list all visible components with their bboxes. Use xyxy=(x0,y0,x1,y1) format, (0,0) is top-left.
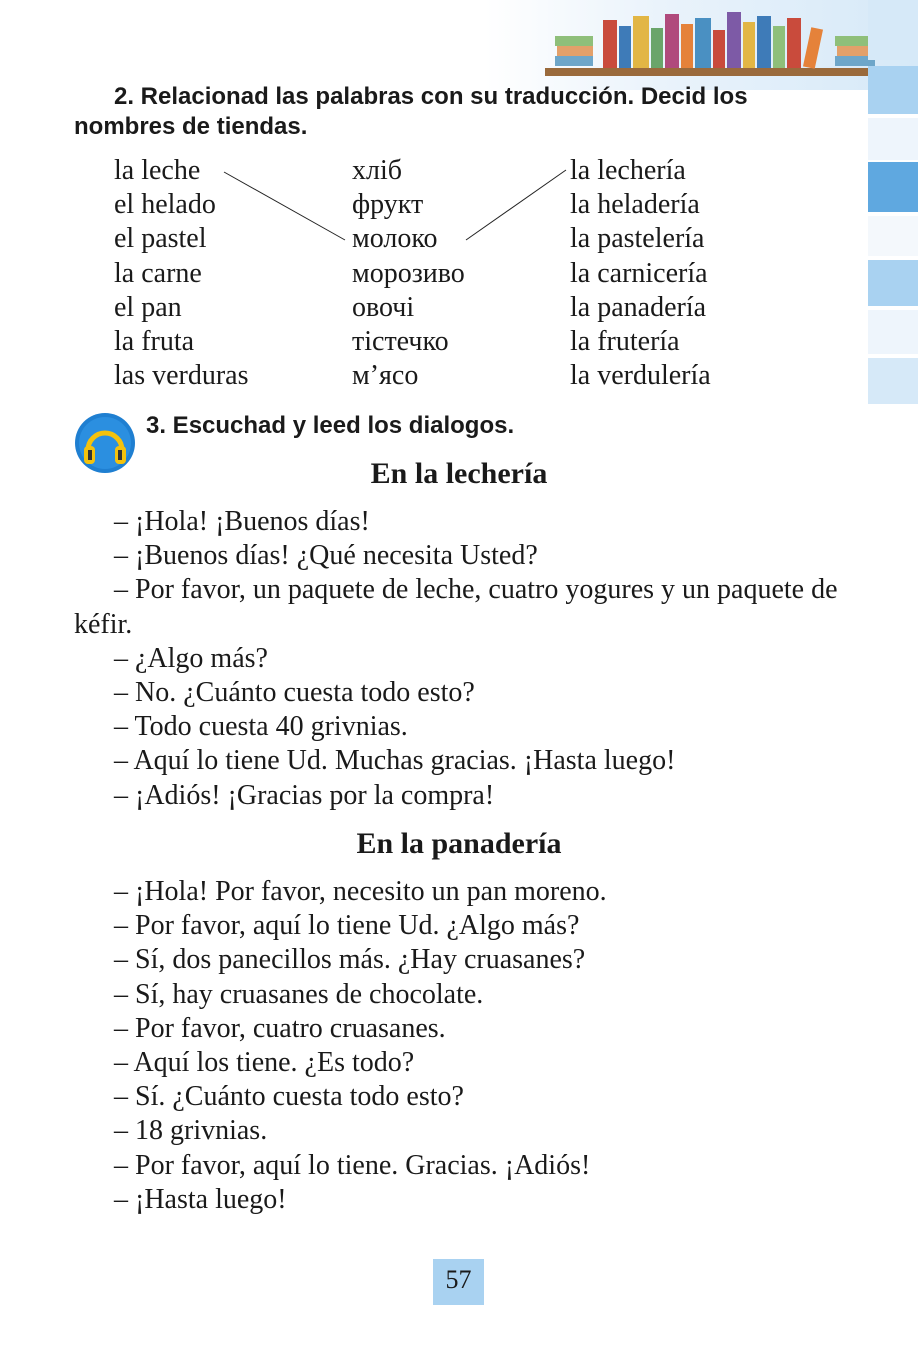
shop-item: la lechería xyxy=(570,155,686,186)
exercise-3-instruction: 3. Escuchad y leed los dialogos. xyxy=(146,412,515,439)
matching-line xyxy=(466,170,566,240)
ukrainian-words-column xyxy=(352,154,465,393)
shops-column xyxy=(570,154,711,393)
dialog-line: – ¡Adiós! ¡Gracias por la compra! xyxy=(114,779,495,811)
dialog-line: – Por favor, un paquete de leche, cuatro yogures y un paquete de kéfir. xyxy=(74,574,838,640)
exercise-2-instruction: 2. Relacionad las palabras con su traducción. Decid los nombres de tiendas. xyxy=(74,83,748,140)
page-number: 57 xyxy=(433,1259,484,1305)
dialog-line: – Por favor, cuatro cruasanes. xyxy=(114,1012,446,1044)
word-item: el pastel xyxy=(114,223,207,255)
dialog-line: – Por favor, aquí lo tiene Ud. ¿Algo más? xyxy=(114,910,580,942)
dialog-line: – ¡Buenos días! ¿Qué necesita Usted? xyxy=(114,540,538,572)
dialog-line: – Aquí los tiene. ¿Es todo? xyxy=(114,1047,415,1079)
dialog-line: – Aquí lo tiene Ud. Muchas gracias. ¡Hasta luego! xyxy=(114,745,676,777)
shop-item: la pastelería xyxy=(570,223,705,255)
dialog-line: – Sí. ¿Cuánto cuesta todo esto? xyxy=(114,1081,464,1113)
side-decoration xyxy=(868,0,918,405)
dialog-line: – Sí, hay cruasanes de chocolate. xyxy=(114,978,484,1010)
word-item: el pan xyxy=(114,291,182,323)
dialog-1-title: En la lechería xyxy=(370,457,548,490)
dialog-2 xyxy=(74,875,844,1217)
spanish-words-column xyxy=(114,154,249,393)
dialog-2-title: En la panadería xyxy=(356,827,562,860)
shop-item: la panadería xyxy=(570,291,707,323)
shop-item: la carnicería xyxy=(570,257,708,289)
bookshelf-icon xyxy=(545,8,895,78)
dialog-line: – ¡Hasta luego! xyxy=(114,1183,287,1215)
dialog-1 xyxy=(74,505,844,813)
word-item: морозиво xyxy=(352,257,465,289)
dialog-line: – No. ¿Cuánto cuesta todo esto? xyxy=(114,677,475,709)
word-item: la carne xyxy=(114,257,202,289)
word-item: el helado xyxy=(114,189,216,221)
dialog-line: – ¡Hola! ¡Buenos días! xyxy=(114,506,370,537)
dialog-line: – Todo cuesta 40 grivnias. xyxy=(114,711,408,743)
word-item: тістечко xyxy=(352,326,449,358)
dialog-line: – Sí, dos panecillos más. ¿Hay cruasanes? xyxy=(114,944,586,976)
word-item: хліб xyxy=(352,155,402,186)
shop-item: la verdulería xyxy=(570,360,711,392)
shop-item: la frutería xyxy=(570,326,680,358)
shop-item: la heladería xyxy=(570,189,700,221)
dialog-line: – ¿Algo más? xyxy=(114,642,268,674)
word-item: молоко xyxy=(352,223,438,255)
word-item: фрукт xyxy=(352,189,424,221)
dialog-line: – 18 grivnias. xyxy=(114,1115,268,1147)
word-item: la leche xyxy=(114,155,201,186)
word-item: la fruta xyxy=(114,326,195,358)
dialog-line: – Por favor, aquí lo tiene. Gracias. ¡Adiós! xyxy=(114,1149,591,1181)
word-item: las verduras xyxy=(114,360,249,392)
word-item: овочі xyxy=(352,291,415,323)
word-item: м’ясо xyxy=(352,360,419,392)
dialog-line: – ¡Hola! Por favor, necesito un pan moreno. xyxy=(114,876,607,907)
